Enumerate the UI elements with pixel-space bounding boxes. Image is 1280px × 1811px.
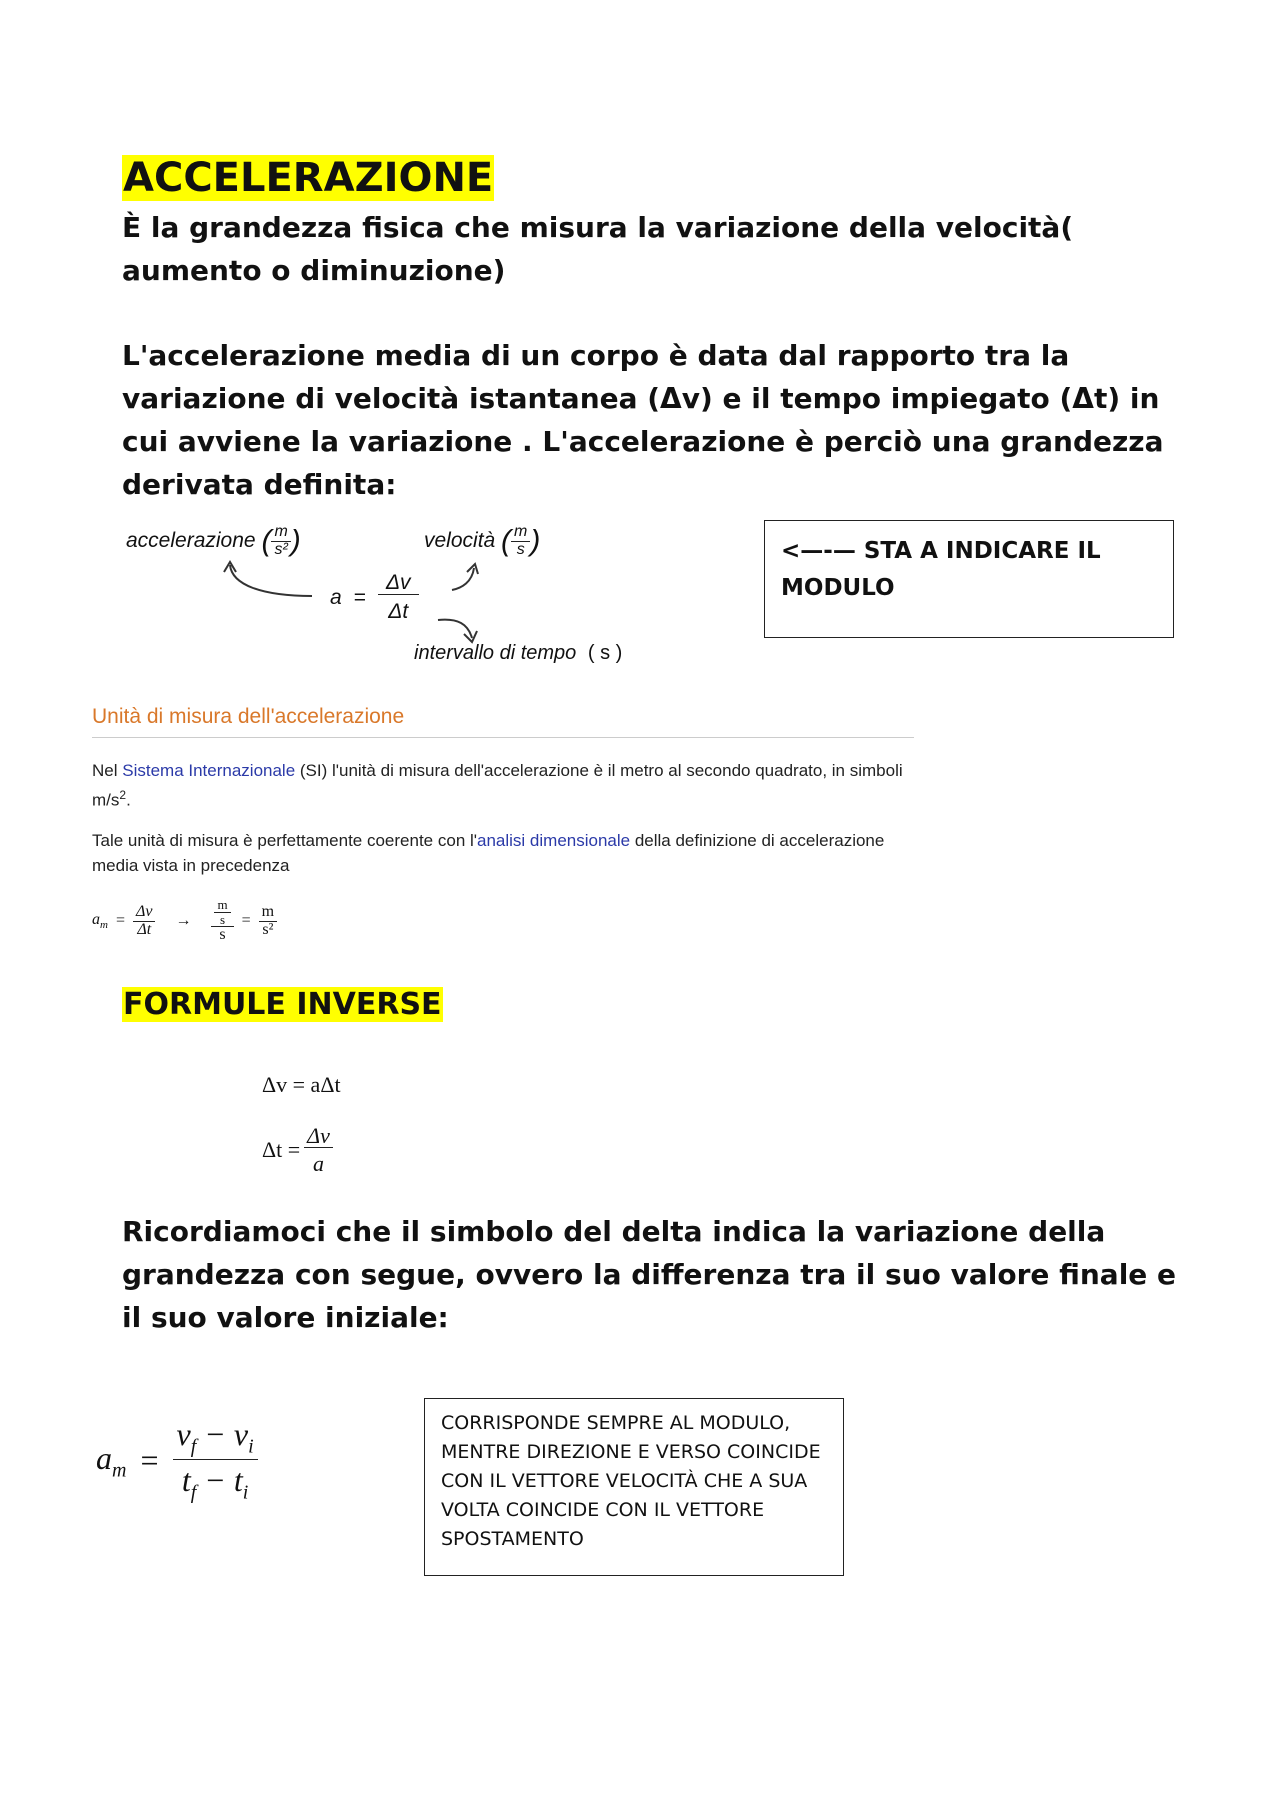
- accel-label-group: accelerazione ( $\frac{m}{\text{s²}}$ ): [126, 523, 301, 558]
- inverse-formula-2: Δt = $\frac{\Delta v}{a}$: [262, 1124, 333, 1175]
- arrow-to-interval: [438, 620, 472, 638]
- accel-unit-den: s²: [274, 540, 288, 558]
- delta-note-paragraph: Ricordiamoci che il simbolo del delta indica la variazione della grandezza con segue, ovvero la differenza tra il suo valore finale e il suo valore iniziale:: [122, 1215, 1177, 1334]
- modulo-note-box: <—-— STA A INDICARE IL MODULO: [764, 520, 1174, 638]
- interval-unit: ( s ): [587, 642, 623, 664]
- interval-label-group: [414, 642, 622, 665]
- units-section-title: Unità di misura dell'accelerazione: [92, 705, 405, 728]
- definition-paragraph: L'accelerazione media di un corpo è data dal rapporto tra la variazione di velocità istantanea (Δv) e il tempo impiegato (Δt) in cui avviene la variazione . L'accelerazione è perciò una grandezza derivata definita:: [122, 339, 1164, 501]
- units-equation: $a_m$ = $\frac{\Delta v}{\Delta t}$ → $\frac{\frac{m}{s}}{s}$ = $\frac{m}{\text{s²}}$: [92, 898, 277, 944]
- page-title: ACCELERAZIONE: [123, 155, 494, 201]
- arrow-to-acceleration: [230, 565, 312, 596]
- vel-label: velocità: [424, 528, 496, 552]
- formula-num: Δv: [378, 572, 419, 595]
- units-paragraph-1: Nel Sistema Internazionale (SI) l'unità di misura dell'accelerazione è il metro al secondo quadrato, in simboli $m/s^2$.: [92, 761, 903, 810]
- inverse-formulas-title: FORMULE INVERSE: [123, 987, 442, 1022]
- interval-label: intervallo di tempo: [414, 642, 577, 664]
- accel-label: accelerazione: [126, 528, 256, 552]
- final-equation: $a_m$ = $\frac{v_f - v_i}{t_f - t_i}$: [96, 1418, 258, 1504]
- vel-unit-den: s: [516, 540, 525, 558]
- a-symbol: a: [330, 585, 342, 609]
- units-paragraph-2: Tale unità di misura è perfettamente coerente con l'analisi dimensionale della definizione di accelerazione media vista in precedenza: [92, 831, 885, 875]
- section-divider: [92, 737, 914, 738]
- formula-den: Δt: [388, 600, 409, 624]
- equals-sign: =: [353, 585, 366, 609]
- arrow-to-velocity: [452, 568, 474, 590]
- accel-unit-num: m: [271, 524, 290, 542]
- vel-unit-num: m: [511, 524, 530, 542]
- vector-note-box: CORRISPONDE SEMPRE AL MODULO, MENTRE DIREZIONE E VERSO COINCIDE CON IL VETTORE VELOCITÀ CHE A SUA VOLTA COINCIDE CON IL VETTORE SPOSTAMENTO: [424, 1398, 844, 1576]
- intro-paragraph: È la grandezza fisica che misura la variazione della velocità( aumento o diminuzione): [122, 211, 1074, 287]
- analisi-dimensionale-link[interactable]: analisi dimensionale: [477, 831, 631, 850]
- vel-label-group: velocità ( $\frac{m}{s}$ ): [424, 523, 541, 558]
- main-formula: [330, 572, 419, 623]
- sistema-internazionale-link[interactable]: Sistema Internazionale: [122, 761, 296, 780]
- inverse-formula-1: Δv = aΔt: [262, 1072, 341, 1097]
- acceleration-diagram: [122, 510, 662, 680]
